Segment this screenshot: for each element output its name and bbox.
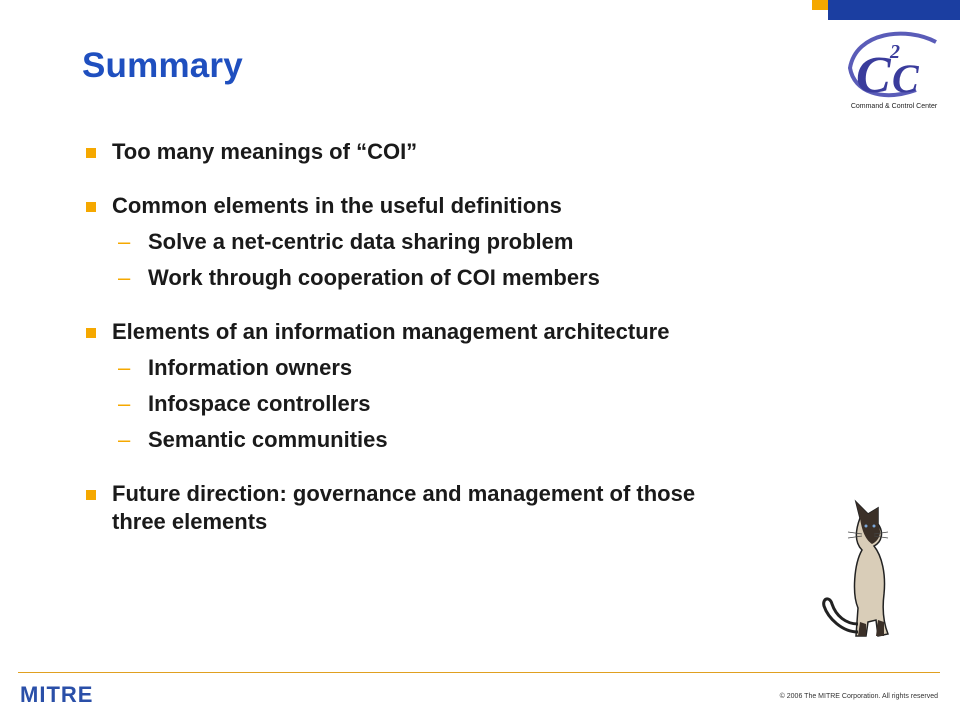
bullet-item: Future direction: governance and management of those three elements: [82, 480, 752, 536]
bullet-item: Elements of an information management architecture: [82, 318, 802, 346]
square-bullet-icon: [86, 328, 96, 338]
dash-bullet-icon: –: [118, 265, 131, 290]
dash-bullet-icon: –: [118, 229, 131, 254]
bullet-item: Common elements in the useful definitions: [82, 192, 802, 220]
siamese-cat-image: [812, 498, 912, 640]
sub-bullet-item: – Infospace controllers: [118, 391, 371, 416]
logo-caption: Command & Control Center: [850, 103, 938, 110]
sub-bullet-item: – Semantic communities: [118, 427, 388, 452]
dash-bullet-icon: –: [118, 355, 131, 380]
corner-accent-blue: [828, 0, 960, 20]
dash-bullet-icon: –: [118, 391, 131, 416]
svg-text:MITRE: MITRE: [20, 684, 94, 704]
c2c-logo: [846, 28, 942, 112]
copyright-text: © 2006 The MITRE Corporation. All rights reserved: [779, 693, 938, 700]
bullet-item: Too many meanings of “COI”: [82, 138, 802, 166]
bullet-list: [82, 138, 802, 536]
svg-text:2: 2: [890, 41, 900, 63]
svg-text:C: C: [856, 47, 891, 104]
sub-bullet-item: – Work through cooperation of COI members: [118, 265, 600, 290]
dash-bullet-icon: –: [118, 427, 131, 452]
footer-divider: [18, 672, 940, 673]
square-bullet-icon: [86, 202, 96, 212]
sub-bullet-item: – Solve a net-centric data sharing problem: [118, 229, 574, 254]
square-bullet-icon: [86, 148, 96, 158]
corner-accent-yellow: [812, 0, 828, 10]
sub-bullet-item: – Information owners: [118, 355, 353, 380]
mitre-logo: [20, 684, 102, 704]
slide-title: Summary: [82, 46, 243, 85]
svg-text:C: C: [892, 56, 919, 101]
square-bullet-icon: [86, 490, 96, 500]
